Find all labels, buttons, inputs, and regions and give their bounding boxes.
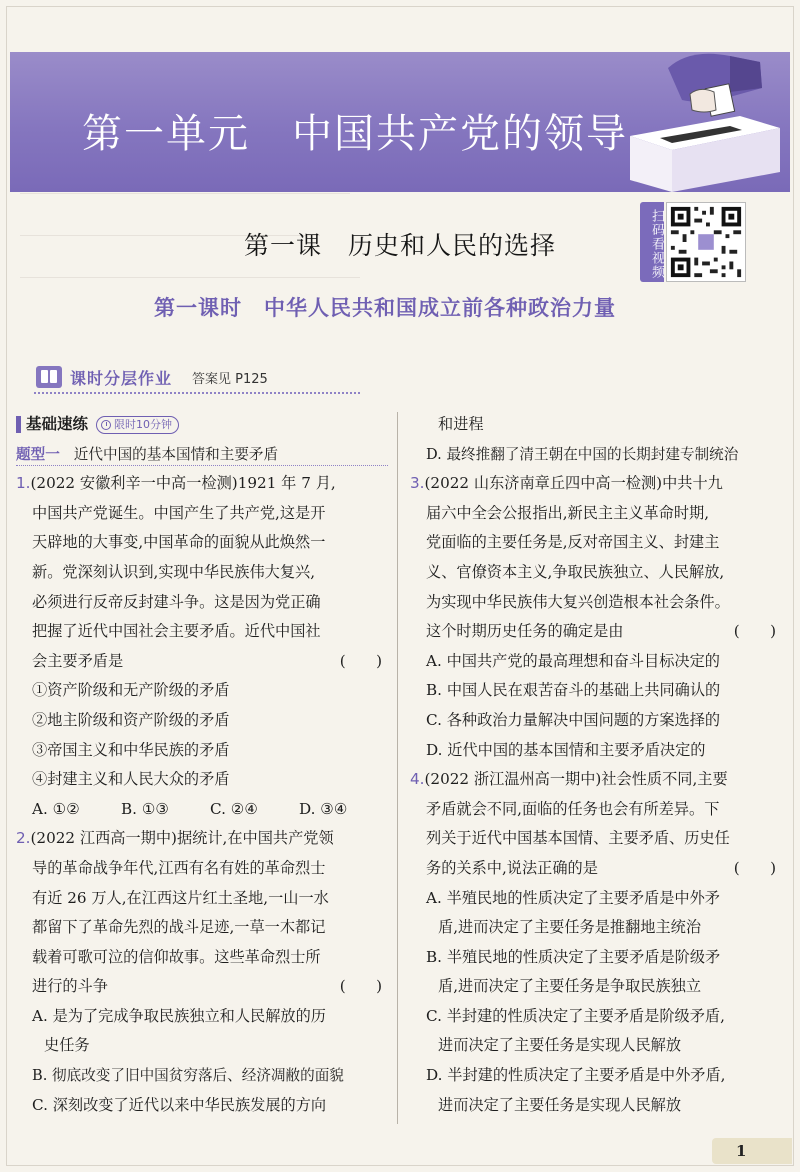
- option-d[interactable]: D. 半封建的性质决定了主要矛盾是中外矛盾,: [426, 1066, 726, 1085]
- option-b[interactable]: B. 中国人民在艰苦奋斗的基础上共同确认的: [426, 681, 721, 700]
- q1-line: 天辟地的大事变,中国革命的面貌从此焕然一: [32, 533, 326, 552]
- column-divider: [397, 412, 398, 1124]
- section-title: 基础速练: [26, 415, 89, 433]
- option-b[interactable]: B. ①③: [121, 799, 170, 818]
- question-type-title: 近代中国的基本国情和主要矛盾: [73, 445, 279, 463]
- q3-line: 义、官僚资本主义,争取民族独立、人民解放,: [426, 562, 725, 581]
- q2-line: [16, 824, 388, 854]
- homework-underline: [34, 392, 360, 394]
- q1-line: [16, 469, 388, 499]
- q2-text: (2022 江西高一期中)据统计,在中国共产党领: [30, 829, 334, 848]
- question-type-label: 题型一: [16, 445, 60, 463]
- option-d[interactable]: D. 最终推翻了清王朝在中国的长期封建专制统治: [426, 445, 739, 463]
- answer-blank[interactable]: ( ): [339, 977, 382, 996]
- q2-line: [16, 972, 388, 1002]
- q4-line: [410, 765, 782, 795]
- question-number: 4.: [410, 770, 425, 789]
- question-number: 1.: [16, 474, 31, 493]
- option-b[interactable]: B. 彻底改变了旧中国贫穷落后、经济凋敝的面貌: [32, 1067, 344, 1085]
- q2-text: 进行的斗争: [32, 977, 108, 996]
- question-type-header: [16, 440, 388, 470]
- ballot-box-illustration: [630, 40, 780, 192]
- q4-line: 列关于近代中国基本国情、主要矛盾、历史任: [426, 829, 730, 848]
- timer-badge: [96, 416, 179, 434]
- question-number: 2.: [16, 829, 31, 848]
- q4-line: [410, 854, 782, 884]
- option-d[interactable]: D. 近代中国的基本国情和主要矛盾决定的: [426, 740, 706, 759]
- option-c-cont[interactable]: 和进程: [438, 415, 484, 433]
- q1-options: [16, 795, 388, 825]
- page-number: 1: [712, 1138, 792, 1164]
- q1-line: [16, 647, 388, 677]
- answer-reference: 答案见 P125: [192, 371, 268, 387]
- option-d[interactable]: D. ③④: [299, 799, 348, 818]
- option-c[interactable]: C. ②④: [210, 799, 258, 818]
- option-c-cont[interactable]: 进而决定了主要任务是实现人民解放: [438, 1036, 681, 1055]
- q2-line: 都留下了革命先烈的战斗足迹,一草一木都记: [32, 918, 326, 937]
- qr-code-block[interactable]: [640, 200, 750, 284]
- period-title: 第一课时 中华人民共和国成立前各种政治力量: [154, 296, 616, 320]
- q1-item: ④封建主义和人民大众的矛盾: [32, 770, 230, 789]
- option-b-cont[interactable]: 盾,进而决定了主要任务是争取民族独立: [438, 977, 702, 996]
- timer-label: 限时10分钟: [114, 417, 173, 431]
- option-a-cont[interactable]: 史任务: [44, 1036, 90, 1055]
- q1-text: (2022 安徽利辛一中高一检测)1921 年 7 月,: [30, 474, 336, 493]
- question-number: 3.: [410, 474, 425, 493]
- answer-blank[interactable]: ( ): [733, 622, 776, 641]
- homework-label: 课时分层作业: [70, 368, 173, 388]
- lesson-title: 第一课 历史和人民的选择: [243, 231, 556, 260]
- q3-line: 届六中全会公报指出,新民主主义革命时期,: [426, 503, 710, 522]
- book-icon: [36, 366, 62, 388]
- left-column: [16, 410, 388, 1120]
- section-bar: [16, 416, 21, 433]
- option-a[interactable]: A. 中国共产党的最高理想和奋斗目标决定的: [426, 651, 720, 670]
- q3-line: [410, 469, 782, 499]
- q1-line: 必须进行反帝反封建斗争。这是因为党正确: [32, 592, 321, 611]
- answer-blank[interactable]: ( ): [339, 651, 382, 670]
- option-b[interactable]: B. 半殖民地的性质决定了主要矛盾是阶级矛: [426, 947, 721, 966]
- q3-text: 这个时期历史任务的确定是由: [426, 622, 624, 641]
- option-c[interactable]: C. 深刻改变了近代以来中华民族发展的方向: [32, 1095, 327, 1114]
- qr-label: 扫码看视频: [640, 202, 664, 282]
- option-c[interactable]: C. 半封建的性质决定了主要矛盾是阶级矛盾,: [426, 1006, 725, 1025]
- q2-line: 载着可歌可泣的信仰故事。这些革命烈士所: [32, 947, 321, 966]
- q1-line: 中国共产党诞生。中国产生了共产党,这是开: [32, 503, 326, 522]
- option-a[interactable]: A. 是为了完成争取民族独立和人民解放的历: [32, 1006, 326, 1025]
- option-d-cont[interactable]: 进而决定了主要任务是实现人民解放: [438, 1095, 681, 1114]
- q2-line: 导的革命战争年代,江西有名有姓的革命烈士: [32, 858, 326, 877]
- q1-item: ②地主阶级和资产阶级的矛盾: [32, 710, 230, 729]
- clock-icon: [101, 420, 111, 430]
- q1-line: 把握了近代中国社会主要矛盾。近代中国社: [32, 622, 321, 641]
- q1-item: ③帝国主义和中华民族的矛盾: [32, 740, 230, 759]
- q2-line: 有近 26 万人,在江西这片红土圣地,一山一水: [32, 888, 329, 907]
- option-a-cont[interactable]: 盾,进而决定了主要任务是推翻地主统治: [438, 918, 702, 937]
- q4-text: (2022 浙江温州高一期中)社会性质不同,主要: [424, 770, 728, 789]
- answer-blank[interactable]: ( ): [733, 858, 776, 877]
- q1-item: ①资产阶级和无产阶级的矛盾: [32, 681, 230, 700]
- option-a[interactable]: A. ①②: [32, 799, 80, 818]
- question-type-underline: [16, 465, 388, 466]
- q3-text: (2022 山东济南章丘四中高一检测)中共十九: [424, 474, 723, 493]
- q4-text: 务的关系中,说法正确的是: [426, 858, 598, 877]
- unit-title: 第一单元 中国共产党的领导: [82, 111, 628, 157]
- q3-line: [410, 617, 782, 647]
- q4-line: 矛盾就会不同,面临的任务也会有所差异。下: [426, 799, 720, 818]
- qr-code-icon[interactable]: [666, 202, 746, 282]
- option-c[interactable]: C. 各种政治力量解决中国问题的方案选择的: [426, 710, 721, 729]
- q1-text: 会主要矛盾是: [32, 651, 124, 670]
- q1-line: 新。党深刻认识到,实现中华民族伟大复兴,: [32, 562, 316, 581]
- q3-line: 党面临的主要任务是,反对帝国主义、封建主: [426, 533, 720, 552]
- homework-header: [36, 364, 268, 390]
- option-a[interactable]: A. 半殖民地的性质决定了主要矛盾是中外矛: [426, 888, 720, 907]
- right-column: [410, 410, 782, 1120]
- section-header: [16, 410, 388, 440]
- q3-line: 为实现中华民族伟大复兴创造根本社会条件。: [426, 592, 730, 611]
